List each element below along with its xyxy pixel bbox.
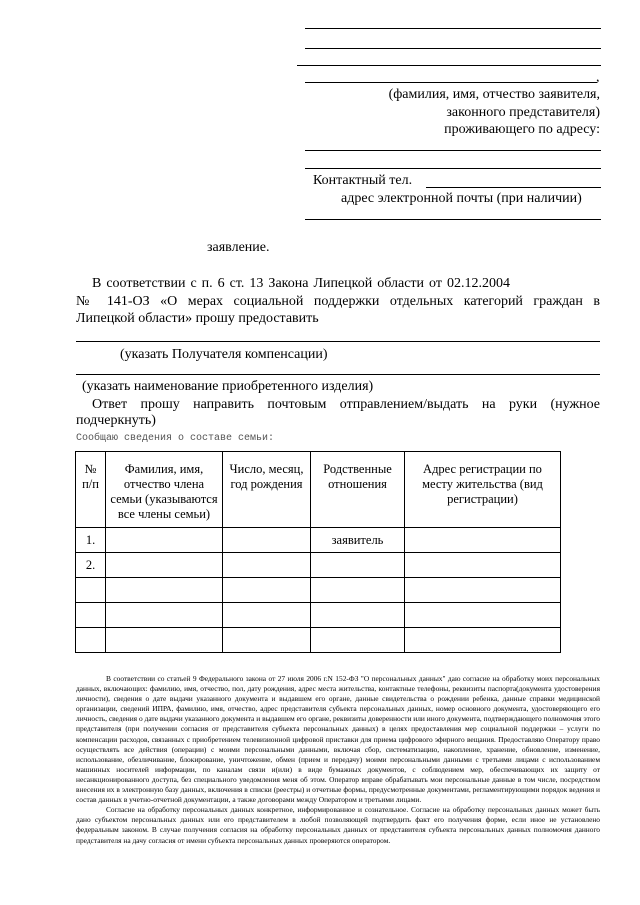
table-cell[interactable] <box>405 603 561 628</box>
consent-paragraph-1: В соответствии со статьей 9 Федерального закона от 27 июля 2006 г.N 152-ФЗ "О персональных данных" даю согласие на обработку моих персональных данных, включающих: фамилию, имя, отчество, пол, дату рождения, адрес места жительства, контактные телефоны, реквизиты паспорта(документа удостоверения личности), сведения о дате выдачи указанного документа и выдавшем его органе, данные свидетельства о рождении ребенка, данные справки медицинской организации, сведений ИПРА, фамилию, имя, отчество, адрес представителя субъекта персональных данных, номер основного документа, удостоверяющего его личность, сведения о дате выдачи указанного документа и выдавшем его органе, реквизиты доверенности или иного документа, подтверждающего полномочия этого представителя (при получении согласия от представителя субъекта персональных данных) в целях предоставления мер социальной поддержки – услуги по компенсации расходов, связанных с приобретением телевизионной цифровой приставки для приема цифрового эфирного вещания. Предоставляю Оператору право осуществлять все действия (операции) с моими персональными данными, включая сбор, систематизацию, накопление, хранение, обновление, изменение, использование, обезличивание, блокирование, уничтожение, обмен (прием и передачу) моими персональными данными с третьими лицами с использованием машинных носителей информации, по каналам связи и(или) в виде бумажных документов, с соблюдением мер, обеспечивающих их защиту от несанкционированного доступа, без специального уведомления меня об этом. Оператор вправе обрабатывать мои персональные данные в том числе, посредством внесения их в электронную базу данных, включения в списки (реестры) и отчетные формы, предусмотренные документами, регламентирующими порядок ведения и состав данных в учетно-отчетной документации, а также договорами между Оператором и третьими лицами. <box>76 674 600 805</box>
recipient-line <box>76 341 600 342</box>
column-header: № п/п <box>76 452 106 528</box>
email-label: адрес электронной почты (при наличии) <box>341 191 582 206</box>
recipient-hint: (указать Получателя компенсации) <box>120 347 328 362</box>
table-cell[interactable] <box>223 553 311 578</box>
reply-line-1: Ответ прошу направить почтовым отправлением/выдать на руки (нужное <box>92 397 600 412</box>
table-cell[interactable] <box>223 528 311 553</box>
body-line-3: Липецкой области» прошу предоставить <box>76 311 319 326</box>
table-cell[interactable]: заявитель <box>311 528 405 553</box>
table-cell[interactable] <box>223 603 311 628</box>
header-blank-line-3 <box>297 65 601 66</box>
item-line <box>76 374 600 375</box>
body-line-1: В соответствии с п. 6 ст. 13 Закона Липецкой области от 02.12.2004 <box>92 276 510 291</box>
table-cell[interactable] <box>106 528 223 553</box>
table-cell[interactable]: 2. <box>76 553 106 578</box>
family-table <box>75 451 561 653</box>
header-note-fio: (фамилия, имя, отчество заявителя, <box>388 87 600 102</box>
column-header: Число, месяц, год рождения <box>223 452 311 528</box>
column-header: Фамилия, имя, отчество члена семьи (указываются все члены семьи) <box>106 452 223 528</box>
table-cell[interactable] <box>76 628 106 653</box>
table-cell[interactable] <box>311 553 405 578</box>
family-intro: Сообщаю сведения о составе семьи: <box>76 433 275 444</box>
table-cell[interactable] <box>311 628 405 653</box>
table-row <box>76 628 561 653</box>
column-header: Адрес регистрации по месту жительства (вид регистрации) <box>405 452 561 528</box>
contact-phone-label: Контактный тел. <box>313 173 413 188</box>
table-cell[interactable] <box>106 578 223 603</box>
contact-phone-line <box>426 187 601 188</box>
document-title: заявление. <box>207 240 270 255</box>
header-blank-line-2 <box>305 48 601 49</box>
table-cell[interactable] <box>223 578 311 603</box>
header-note-representative: законного представителя) <box>446 105 600 120</box>
address-line-1 <box>305 150 601 151</box>
header-comma: , <box>596 70 600 85</box>
table-cell[interactable]: 1. <box>76 528 106 553</box>
address-line-2 <box>305 168 601 169</box>
consent-paragraph-2: Согласие на обработку персональных данных конкретное, информированное и сознательное. Согласие на обработку персональных данных может быть дано субъектом персональных данных или его представителем в любой позволяющей подтвердить факт его получения форме, если иное не установлено федеральным законом. В случае получения согласия на обработку персональных данных от представителя субъекта персональных данных полномочия данного представителя на дачу согласия от имени субъекта персональных данных проверяются оператором. <box>76 805 600 845</box>
table-row <box>76 603 561 628</box>
table-cell[interactable] <box>106 628 223 653</box>
table-row <box>76 578 561 603</box>
table-cell[interactable] <box>106 553 223 578</box>
table-header-row <box>76 452 561 528</box>
table-cell[interactable] <box>223 628 311 653</box>
table-cell[interactable] <box>76 578 106 603</box>
column-header: Родственные отношения <box>311 452 405 528</box>
body-line-2: № 141-ОЗ «О мерах социальной поддержки отдельных категорий граждан в <box>76 294 600 309</box>
email-line <box>305 219 601 220</box>
table-row <box>76 528 561 553</box>
table-cell[interactable] <box>311 578 405 603</box>
table-cell[interactable] <box>405 553 561 578</box>
consent-block <box>76 674 600 846</box>
table-cell[interactable] <box>405 578 561 603</box>
header-blank-line-4 <box>305 82 597 83</box>
table-cell[interactable] <box>76 603 106 628</box>
table-cell[interactable] <box>106 603 223 628</box>
reply-line-2: подчеркнуть) <box>76 413 156 428</box>
table-cell[interactable] <box>311 603 405 628</box>
table-cell[interactable] <box>405 628 561 653</box>
header-note-address: проживающего по адресу: <box>444 122 600 137</box>
header-blank-line-1 <box>305 28 601 29</box>
table-cell[interactable] <box>405 528 561 553</box>
item-hint: (указать наименование приобретенного изделия) <box>82 379 374 394</box>
table-row <box>76 553 561 578</box>
